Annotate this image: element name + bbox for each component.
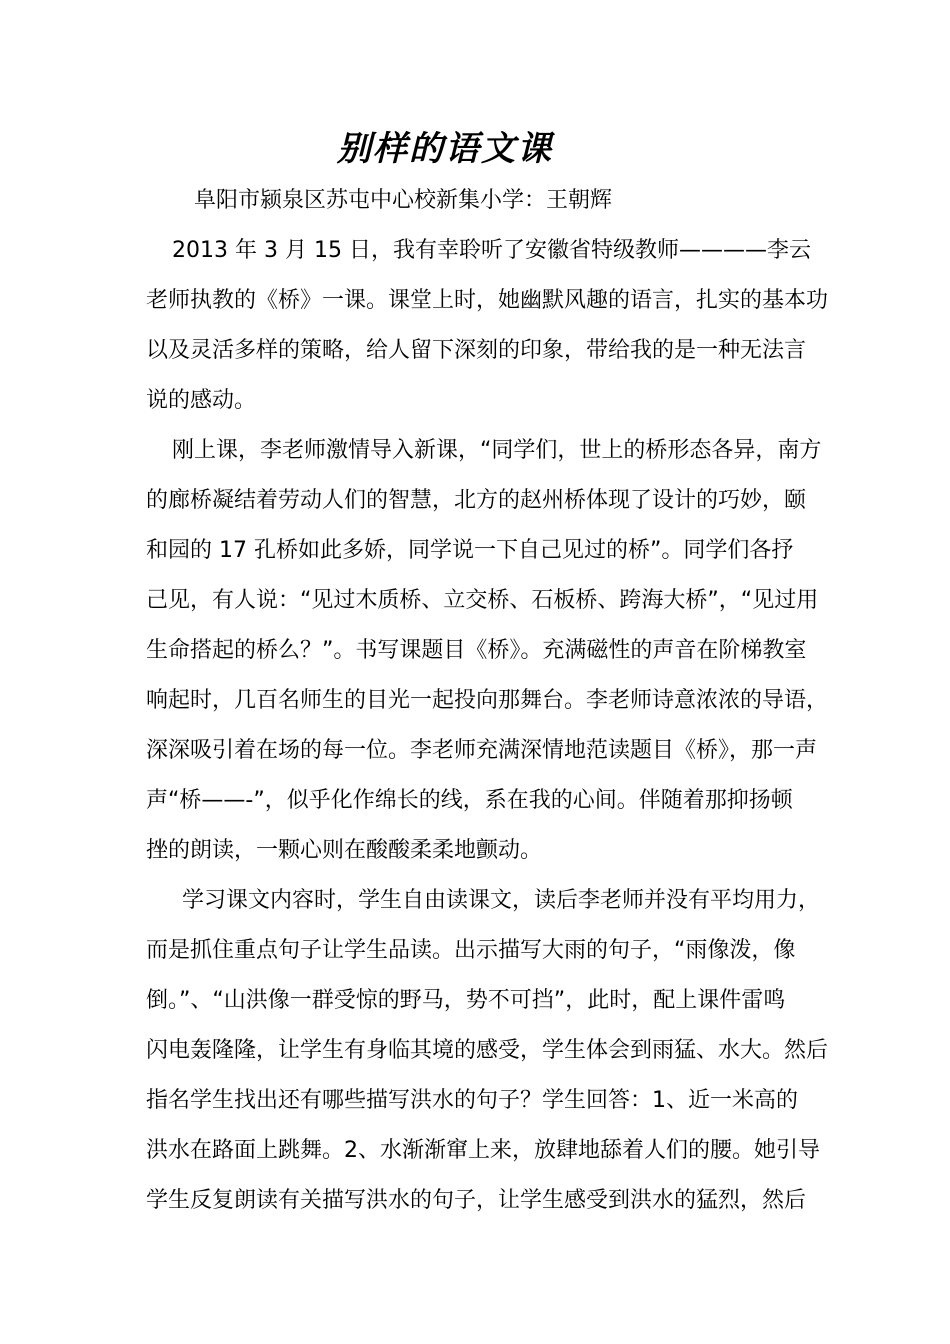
paragraph-line: 老师执教的《桥》一课。课堂上时，她幽默风趣的语言，扎实的基本功 bbox=[146, 288, 829, 313]
paragraph-line: 指名学生找出还有哪些描写洪水的句子？学生回答：1、近一米高的 bbox=[146, 1088, 798, 1113]
paragraph-line: 深深吸引着在场的每一位。李老师充满深情地范读题目《桥》，那一声 bbox=[146, 738, 818, 763]
document-title: 别样的语文课 bbox=[337, 129, 553, 169]
paragraph-line: 2013 年 3 月 15 日，我有幸聆听了安徽省特级教师————李云 bbox=[172, 238, 811, 263]
paragraph-line: 而是抓住重点句子让学生品读。出示描写大雨的句子，“雨像泼，像 bbox=[146, 938, 796, 963]
paragraph-line: 生命搭起的桥么？”。书写课题目《桥》。充满磁性的声音在阶梯教室 bbox=[146, 638, 807, 663]
paragraph-line: 和园的 17 孔桥如此多娇，同学说一下自己见过的桥”。同学们各抒 bbox=[146, 538, 794, 563]
author-line: 阜阳市颍泉区苏屯中心校新集小学：王朝辉 bbox=[194, 188, 613, 213]
paragraph-line: 学生反复朗读有关描写洪水的句子，让学生感受到洪水的猛烈，然后 bbox=[146, 1188, 807, 1213]
paragraph-line: 声“桥——-”，似乎化作绵长的线，系在我的心间。伴随着那抑扬顿 bbox=[146, 788, 793, 813]
paragraph-line: 己见，有人说：“见过木质桥、立交桥、石板桥、跨海大桥”，“见过用 bbox=[146, 588, 819, 613]
paragraph-line: 倒。”、“山洪像一群受惊的野马，势不可挡”，此时，配上课件雷鸣 bbox=[146, 988, 786, 1013]
paragraph-line: 响起时，几百名师生的目光一起投向那舞台。李老师诗意浓浓的导语， bbox=[146, 688, 829, 713]
paragraph-line: 洪水在路面上跳舞。2、水渐渐窜上来，放肆地舔着人们的腰。她引导 bbox=[146, 1138, 820, 1163]
paragraph-line: 学习课文内容时，学生自由读课文，读后李老师并没有平均用力， bbox=[182, 888, 821, 913]
paragraph-line: 刚上课，李老师激情导入新课，“同学们，世上的桥形态各异，南方 bbox=[172, 438, 822, 463]
paragraph-line: 说的感动。 bbox=[146, 388, 257, 413]
paragraph-line: 闪电轰隆隆，让学生有身临其境的感受，学生体会到雨猛、水大。然后 bbox=[146, 1038, 829, 1063]
paragraph-line: 挫的朗读，一颗心则在酸酸柔柔地颤动。 bbox=[146, 838, 543, 863]
paragraph-line: 以及灵活多样的策略，给人留下深刻的印象，带给我的是一种无法言 bbox=[146, 338, 807, 363]
paragraph-line: 的廊桥凝结着劳动人们的智慧，北方的赵州桥体现了设计的巧妙，颐 bbox=[146, 488, 807, 513]
